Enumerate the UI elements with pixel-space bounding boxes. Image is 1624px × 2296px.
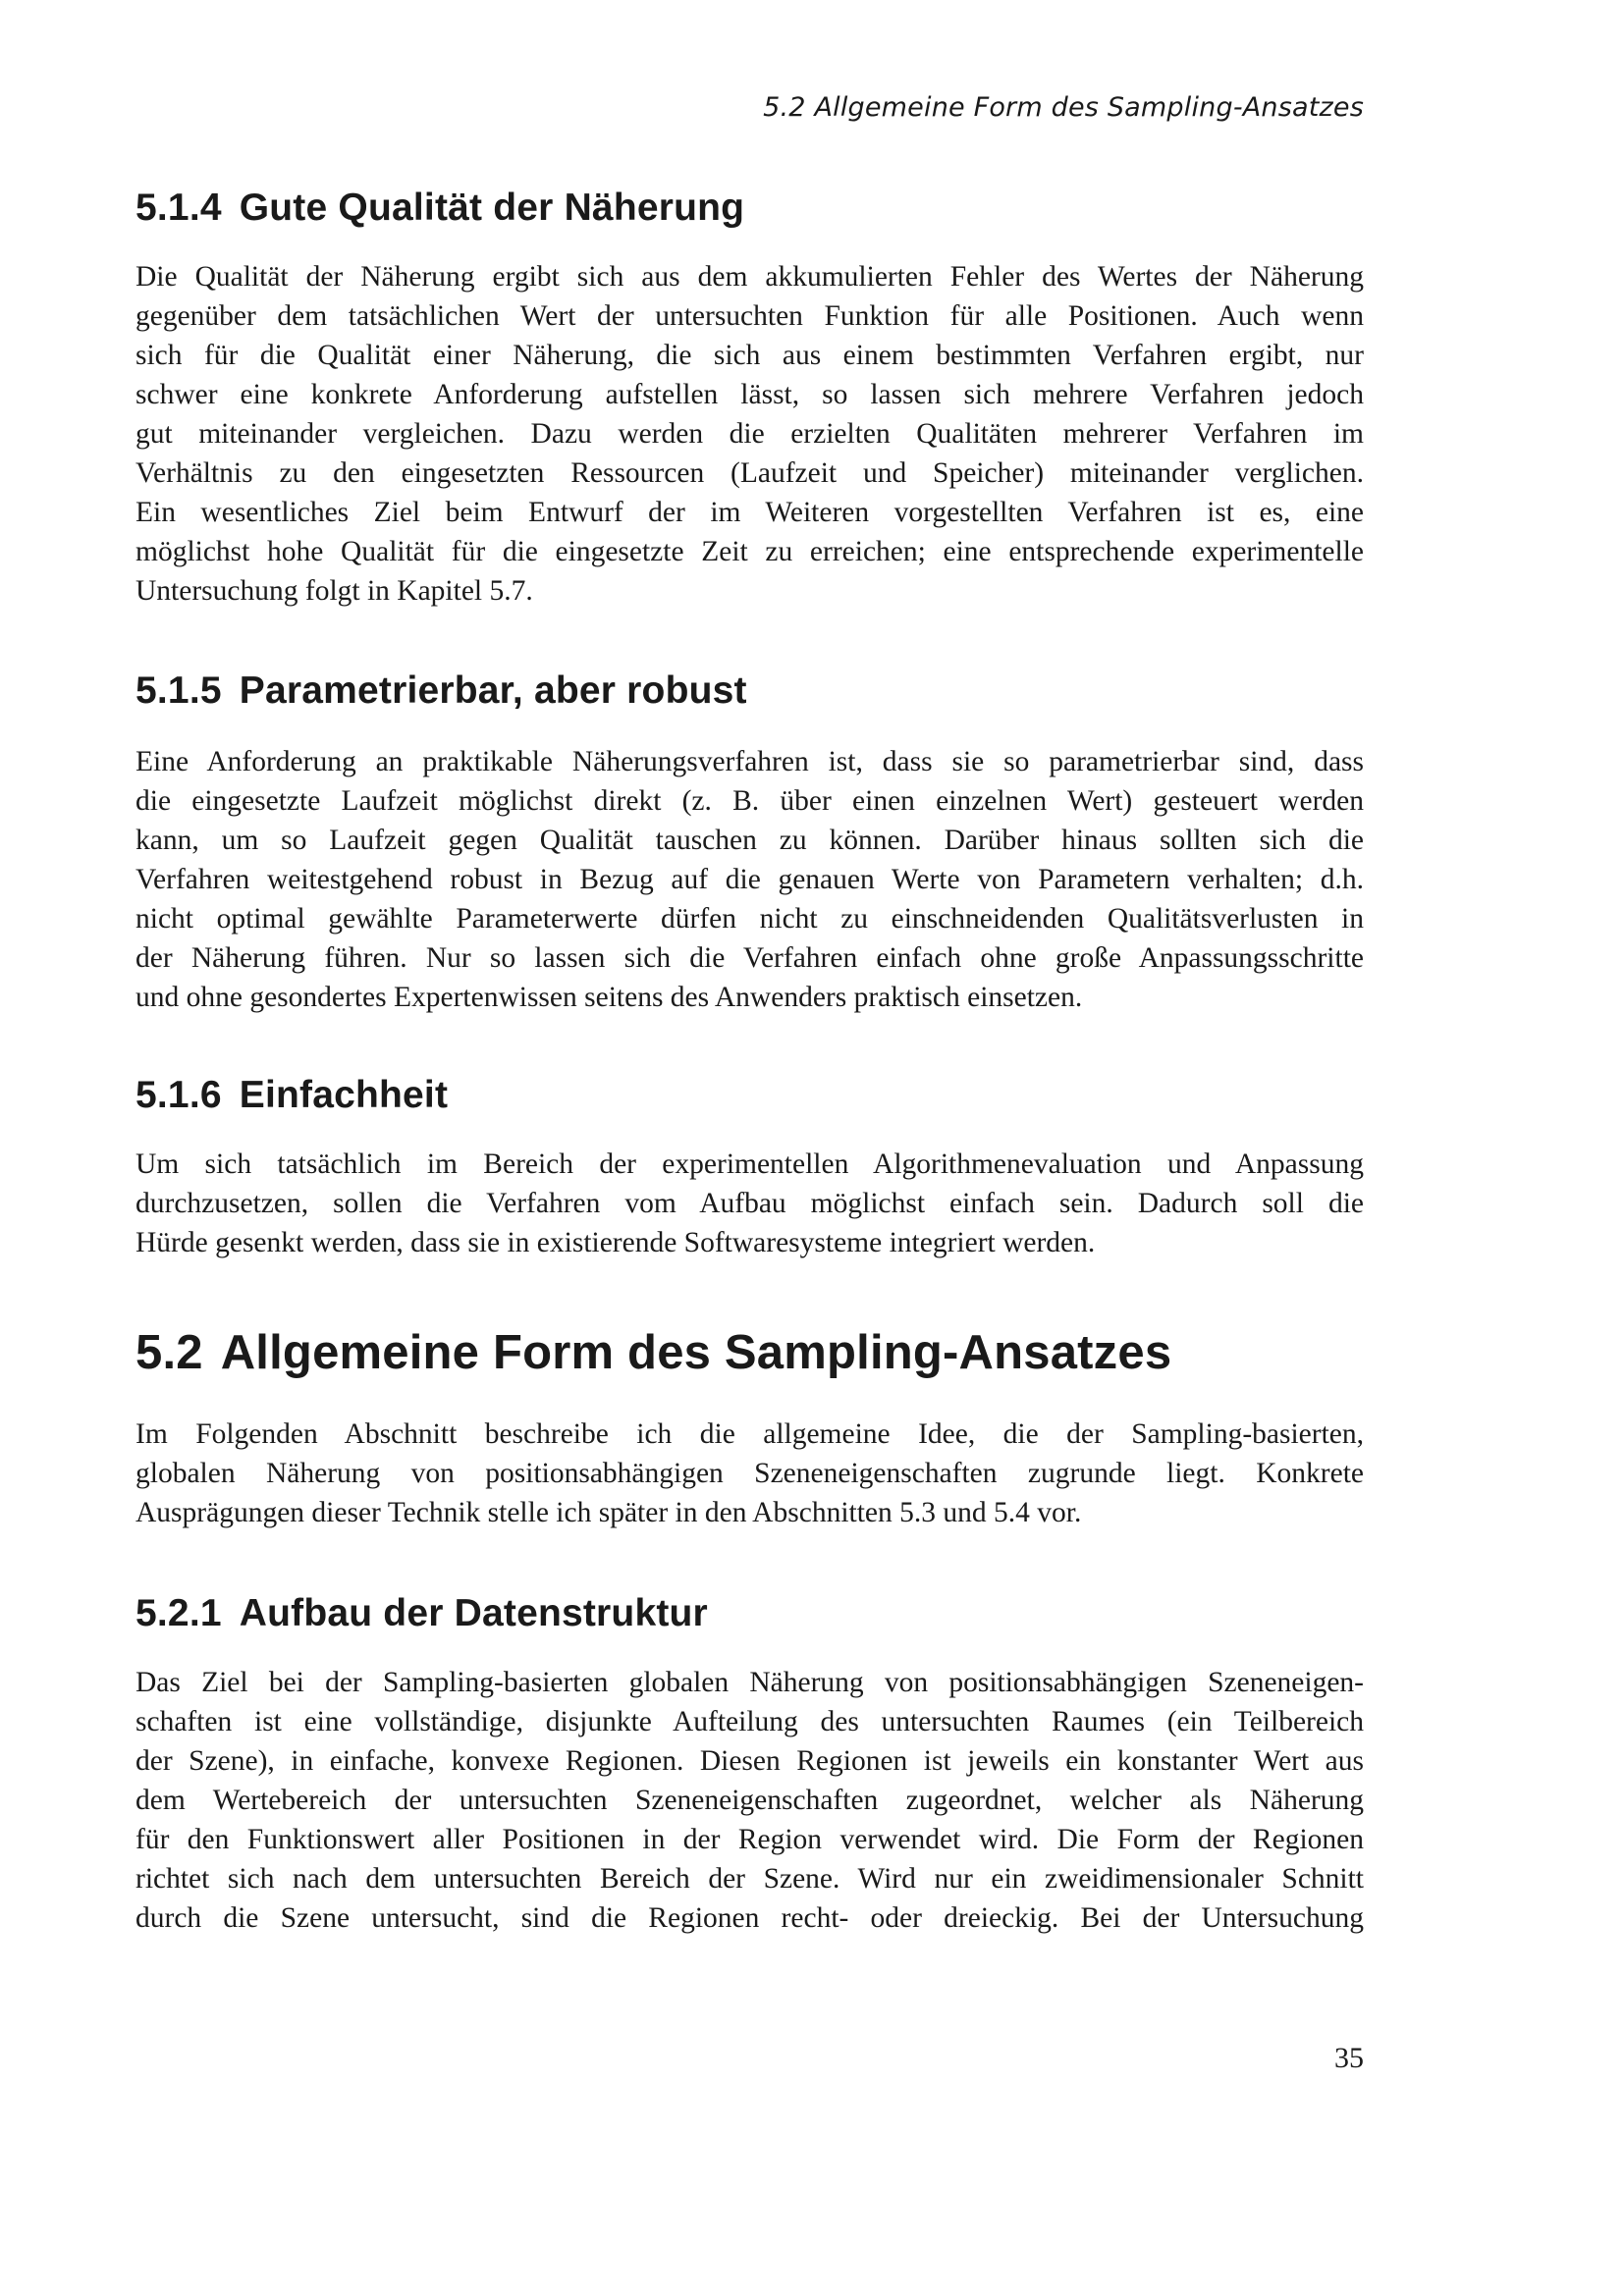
- section-number: 5.1.5: [135, 669, 222, 712]
- text-line: der Szene), in einfache, konvexe Regionen. Diesen Regionen ist jeweils ein konstanter Wert aus: [135, 1745, 1364, 1777]
- text-line: schwer eine konkrete Anforderung aufstellen lässt, so lassen sich mehrere Verfahren jedoch: [135, 379, 1364, 410]
- section-title: Aufbau der Datenstruktur: [239, 1592, 708, 1634]
- text-line: Verhältnis zu den eingesetzten Ressourcen (Laufzeit und Speicher) miteinander verglichen.: [135, 457, 1364, 489]
- section-number: 5.1.4: [135, 187, 222, 229]
- paragraph-5-2: [135, 1415, 1364, 1532]
- text-line: Im Folgenden Abschnitt beschreibe ich die allgemeine Idee, die der Sampling-basierten,: [135, 1418, 1364, 1450]
- section-heading-5-2: [135, 1325, 1171, 1380]
- text-line: nicht optimal gewählte Parameterwerte dürfen nicht zu einschneidenden Qualitätsverlusten in: [135, 903, 1364, 934]
- text-line: durchzusetzen, sollen die Verfahren vom Aufbau möglichst einfach sein. Dadurch soll die: [135, 1188, 1364, 1219]
- section-number: 5.2: [135, 1326, 203, 1379]
- text-line: Untersuchung folgt in Kapitel 5.7.: [135, 575, 533, 607]
- text-line: gegenüber dem tatsächlichen Wert der untersuchten Funktion für alle Positionen. Auch wenn: [135, 300, 1364, 332]
- paragraph-5-1-5: [135, 742, 1364, 1017]
- page-number: 35: [1334, 2042, 1364, 2074]
- section-heading-5-2-1: [135, 1592, 708, 1635]
- section-heading-5-1-4: [135, 187, 744, 230]
- section-number: 5.2.1: [135, 1592, 222, 1634]
- paragraph-5-1-4: [135, 257, 1364, 611]
- text-line: Ein wesentliches Ziel beim Entwurf der im Weiteren vorgestellten Verfahren ist es, eine: [135, 497, 1364, 528]
- text-line: Um sich tatsächlich im Bereich der experimentellen Algorithmenevaluation und Anpassung: [135, 1148, 1364, 1180]
- section-heading-5-1-6: [135, 1074, 448, 1117]
- text-line: Ausprägungen dieser Technik stelle ich später in den Abschnitten 5.3 und 5.4 vor.: [135, 1497, 1082, 1528]
- text-line: gut miteinander vergleichen. Dazu werden die erzielten Qualitäten mehrerer Verfahren im: [135, 418, 1364, 450]
- text-line: dem Wertebereich der untersuchten Szeneneigenschaften zugeordnet, welcher als Näherung: [135, 1785, 1364, 1816]
- text-line: Hürde gesenkt werden, dass sie in existierende Softwaresysteme integriert werden.: [135, 1227, 1096, 1258]
- text-line: kann, um so Laufzeit gegen Qualität tauschen zu können. Darüber hinaus sollten sich die: [135, 825, 1364, 856]
- text-line: für den Funktionswert aller Positionen in der Region verwendet wird. Die Form der Regionen: [135, 1824, 1364, 1855]
- paragraph-5-1-6: [135, 1145, 1364, 1262]
- text-line: der Näherung führen. Nur so lassen sich die Verfahren einfach ohne große Anpassungsschritte: [135, 942, 1364, 974]
- text-line: sich für die Qualität einer Näherung, die sich aus einem bestimmten Verfahren ergibt, nur: [135, 340, 1364, 371]
- text-line: globalen Näherung von positionsabhängigen Szeneneigenschaften zugrunde liegt. Konkrete: [135, 1458, 1364, 1489]
- text-line: möglichst hohe Qualität für die eingesetzte Zeit zu erreichen; eine entsprechende experimentelle: [135, 536, 1364, 567]
- text-line: Verfahren weitestgehend robust in Bezug auf die genauen Werte von Parametern verhalten; d.h.: [135, 864, 1364, 895]
- paragraph-5-2-1: [135, 1663, 1364, 1938]
- text-line: richtet sich nach dem untersuchten Bereich der Szene. Wird nur ein zweidimensionaler Schnitt: [135, 1863, 1364, 1895]
- text-line: die eingesetzte Laufzeit möglichst direkt (z. B. über einen einzelnen Wert) gesteuert werden: [135, 785, 1364, 817]
- text-line: durch die Szene untersucht, sind die Regionen recht- oder dreieckig. Bei der Untersuchung: [135, 1902, 1364, 1934]
- text-line: Das Ziel bei der Sampling-basierten globalen Näherung von positionsabhängigen Szeneneigen-: [135, 1667, 1364, 1698]
- section-title: Parametrierbar, aber robust: [239, 669, 747, 712]
- section-heading-5-1-5: [135, 669, 747, 713]
- text-line: und ohne gesondertes Expertenwissen seitens des Anwenders praktisch einsetzen.: [135, 982, 1083, 1013]
- running-header: 5.2 Allgemeine Form des Sampling-Ansatzes: [763, 92, 1364, 123]
- text-line: Die Qualität der Näherung ergibt sich aus dem akkumulierten Fehler des Wertes der Näherung: [135, 261, 1364, 293]
- section-title: Einfachheit: [239, 1074, 449, 1116]
- text-line: schaften ist eine vollständige, disjunkte Aufteilung des untersuchten Raumes (ein Teilbereich: [135, 1706, 1364, 1737]
- section-title: Gute Qualität der Näherung: [239, 187, 745, 229]
- section-number: 5.1.6: [135, 1074, 222, 1116]
- text-line: Eine Anforderung an praktikable Näherungsverfahren ist, dass sie so parametrierbar sind, dass: [135, 746, 1364, 777]
- section-title: Allgemeine Form des Sampling-Ansatzes: [220, 1326, 1172, 1379]
